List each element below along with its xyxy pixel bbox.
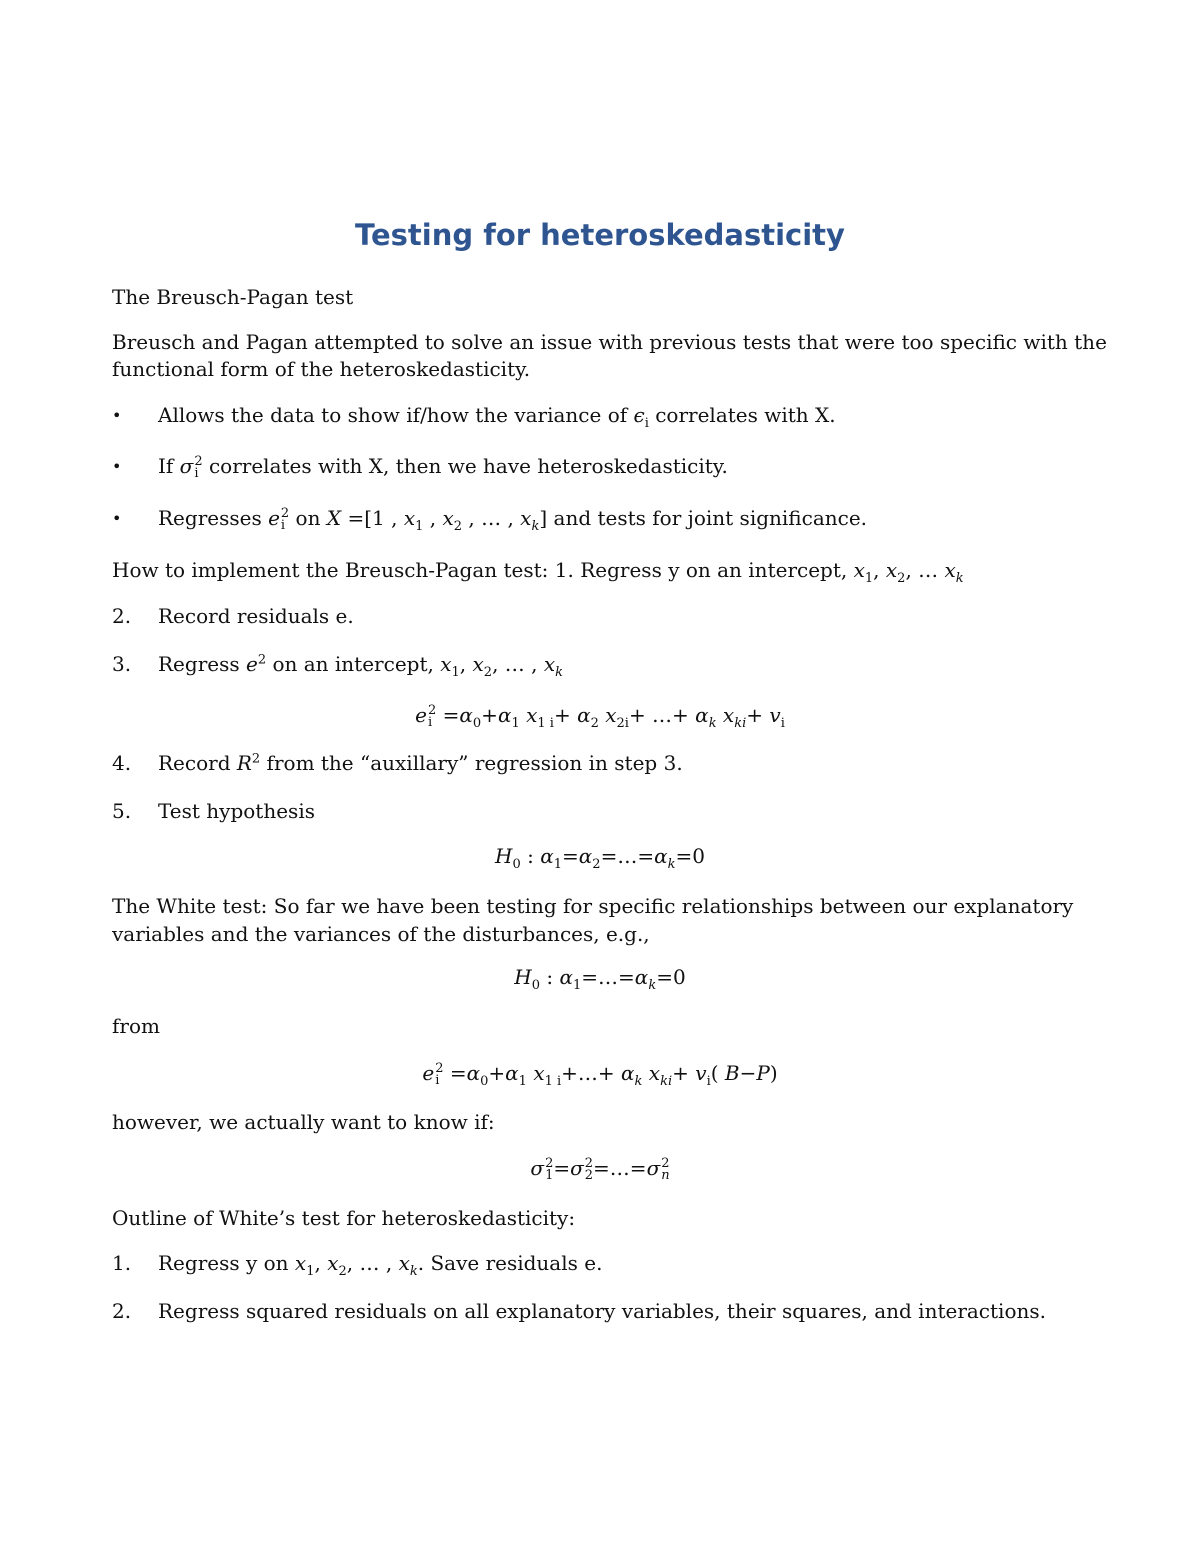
bullet-3-text-b: on	[289, 506, 327, 530]
bullet-item-1: Allows the data to show if/how the variance of $\epsilon_i$ correlates with X.	[158, 403, 836, 431]
white-step-2-text: Regress squared residuals on all explanatory variables, their squares, and interactions.	[158, 1299, 1046, 1323]
page-title: Testing for heteroskedasticity	[355, 218, 845, 252]
outline-heading: Outline of White’s test for heteroskedasticity:	[112, 1206, 576, 1230]
variance-equality-equation: σ 2 1 =σ 2 2 =…=σ 2 n	[530, 1155, 670, 1183]
step-3-text-a: Regress	[158, 652, 246, 676]
intro-line-2: functional form of the heteroskedasticity.	[112, 357, 531, 381]
bullet-1-text-a: Allows the data to show if/how the variance of	[158, 403, 634, 427]
step-number: 2.	[112, 1299, 132, 1323]
step-number: 5.	[112, 799, 132, 823]
bullet-glyph: •	[112, 457, 122, 476]
from-text: from	[112, 1014, 160, 1038]
step-4: Record $R^2$ from the “auxillary” regression in step 3.	[158, 751, 683, 775]
step-3-text-b: on an intercept,	[266, 652, 441, 676]
step-2-text: Record residuals e.	[158, 604, 354, 628]
bullet-item-3: Regresses e 2 i on X =[1 , $x_1$ , $x_2$ , … , $x_k$] and tests for joint significance.	[158, 505, 868, 534]
step-3: Regress $e^2$ on an intercept, $x_1$, $x_2$, … , $x_k$	[158, 652, 564, 680]
step-4-text-b: from the “auxillary” regression in step 3.	[260, 751, 683, 775]
white-step-1-text-b: . Save residuals e.	[417, 1251, 603, 1275]
null-hypothesis-white: $H_0$ : $\alpha_1=\dots=\alpha_k=0$	[514, 965, 686, 993]
aux-regression-equation: e 2 i $=\alpha_0+\alpha_1$ $x_{1 i}+ \alpha_2$ $x_{2i}+$ …+ $\alpha_k$ $x_{ki}+ v_i$	[415, 702, 785, 731]
step-4-text-a: Record	[158, 751, 237, 775]
implement-text: How to implement the Breusch-Pagan test: 1. Regress y on an intercept,	[112, 558, 854, 582]
bullet-glyph: •	[112, 509, 122, 528]
white-line-2: variables and the variances of the disturbances, e.g.,	[112, 922, 650, 946]
implement-line: How to implement the Breusch-Pagan test: 1. Regress y on an intercept, $x_1$, $x_2$, … $x_k$	[112, 558, 964, 586]
bullet-3-text-c: and tests for joint significance.	[547, 506, 868, 530]
step-number: 3.	[112, 652, 132, 676]
step-number: 4.	[112, 751, 132, 775]
white-step-1: Regress y on $x_1$, $x_2$, … , $x_k$. Save residuals e.	[158, 1251, 603, 1279]
bullet-item-2: If σ 2 i correlates with X, then we have heteroskedasticity.	[158, 453, 728, 481]
bullet-3-text-a: Regresses	[158, 506, 269, 530]
bullet-glyph: •	[112, 406, 122, 425]
bullet-2-text-b: correlates with X, then we have heteroskedasticity.	[208, 454, 728, 478]
step-number: 2.	[112, 604, 132, 628]
null-hypothesis-bp: $H_0$ : $\alpha_1=\alpha_2=\dots=\alpha_k=0$	[495, 844, 705, 872]
however-text: however, we actually want to know if:	[112, 1110, 495, 1134]
bullet-2-text-a: If	[158, 454, 180, 478]
intro-line-1: Breusch and Pagan attempted to solve an issue with previous tests that were too specific with the	[112, 330, 1107, 354]
bullet-1-text-b: correlates with X.	[648, 403, 836, 427]
white-line-1: The White test: So far we have been testing for specific relationships between our explanatory	[112, 894, 1074, 918]
step-5-text: Test hypothesis	[158, 799, 315, 823]
bp-heading: The Breusch-Pagan test	[112, 285, 354, 309]
white-step-1-text-a: Regress y on	[158, 1251, 295, 1275]
step-number: 1.	[112, 1251, 132, 1275]
bp-regression-equation: e 2 i $=\alpha_0+\alpha_1$ $x_{1 i}+\dots+ \alpha_k$ $x_{ki}+ v_i$( B−P)	[422, 1060, 778, 1089]
